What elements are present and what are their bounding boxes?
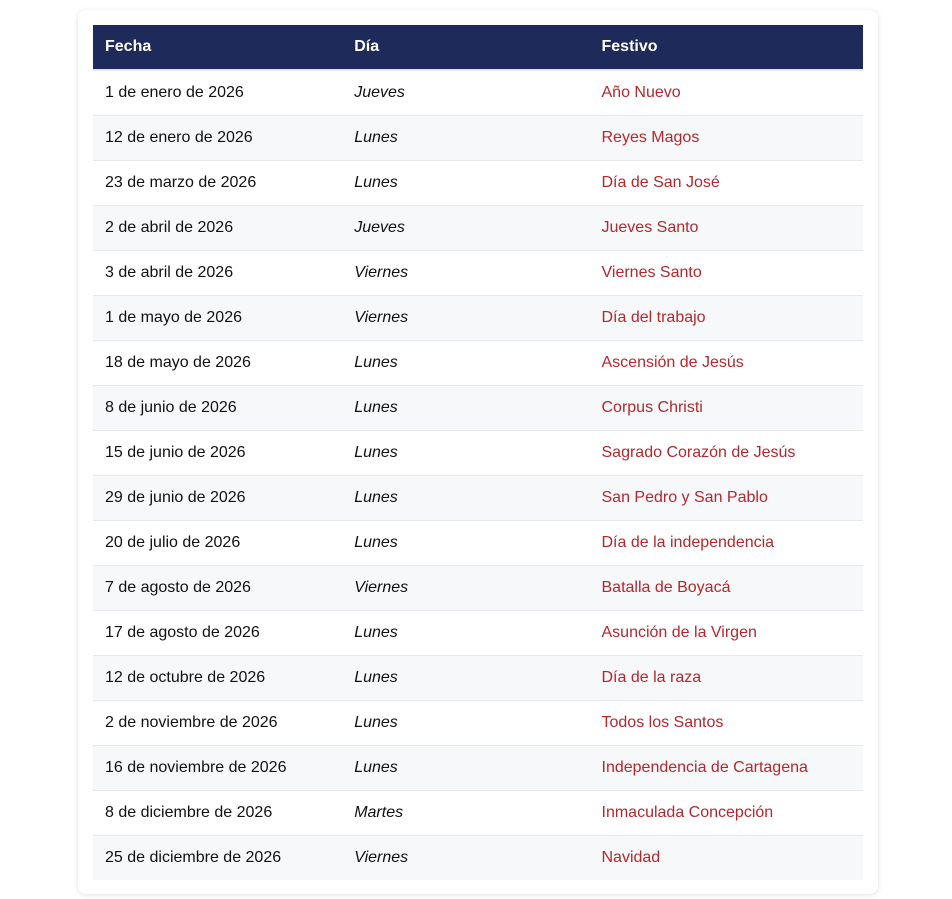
cell-dia: Viernes	[342, 836, 589, 881]
cell-fecha: 18 de mayo de 2026	[93, 341, 342, 386]
cell-festivo: Viernes Santo	[590, 251, 864, 296]
table-body	[93, 70, 863, 880]
cell-dia: Lunes	[342, 476, 589, 521]
table-row	[93, 611, 863, 656]
cell-dia: Jueves	[342, 206, 589, 251]
cell-fecha: 1 de enero de 2026	[93, 70, 342, 116]
cell-fecha: 25 de diciembre de 2026	[93, 836, 342, 881]
cell-fecha: 8 de junio de 2026	[93, 386, 342, 431]
cell-fecha: 1 de mayo de 2026	[93, 296, 342, 341]
table-row	[93, 701, 863, 746]
cell-festivo: San Pedro y San Pablo	[590, 476, 864, 521]
cell-festivo: Día de la independencia	[590, 521, 864, 566]
table-row	[93, 206, 863, 251]
table-row	[93, 431, 863, 476]
cell-dia: Lunes	[342, 161, 589, 206]
cell-festivo: Batalla de Boyacá	[590, 566, 864, 611]
cell-fecha: 17 de agosto de 2026	[93, 611, 342, 656]
cell-dia: Viernes	[342, 566, 589, 611]
cell-dia: Jueves	[342, 70, 589, 116]
cell-dia: Lunes	[342, 611, 589, 656]
cell-fecha: 16 de noviembre de 2026	[93, 746, 342, 791]
table-row	[93, 791, 863, 836]
table-row	[93, 746, 863, 791]
cell-fecha: 2 de noviembre de 2026	[93, 701, 342, 746]
cell-fecha: 20 de julio de 2026	[93, 521, 342, 566]
cell-festivo: Todos los Santos	[590, 701, 864, 746]
cell-festivo: Día de la raza	[590, 656, 864, 701]
cell-fecha: 3 de abril de 2026	[93, 251, 342, 296]
table-row	[93, 251, 863, 296]
column-header-dia: Día	[342, 25, 589, 70]
cell-dia: Lunes	[342, 656, 589, 701]
cell-festivo: Día del trabajo	[590, 296, 864, 341]
cell-fecha: 2 de abril de 2026	[93, 206, 342, 251]
cell-dia: Lunes	[342, 386, 589, 431]
table-row	[93, 566, 863, 611]
table-row	[93, 116, 863, 161]
cell-festivo: Sagrado Corazón de Jesús	[590, 431, 864, 476]
cell-fecha: 12 de octubre de 2026	[93, 656, 342, 701]
cell-dia: Lunes	[342, 521, 589, 566]
table-row	[93, 161, 863, 206]
cell-festivo: Ascensión de Jesús	[590, 341, 864, 386]
cell-festivo: Inmaculada Concepción	[590, 791, 864, 836]
table-row	[93, 836, 863, 881]
table-row	[93, 476, 863, 521]
cell-festivo: Asunción de la Virgen	[590, 611, 864, 656]
cell-dia: Viernes	[342, 296, 589, 341]
cell-festivo: Año Nuevo	[590, 70, 864, 116]
cell-fecha: 12 de enero de 2026	[93, 116, 342, 161]
cell-dia: Lunes	[342, 116, 589, 161]
holidays-card	[78, 10, 878, 894]
table-row	[93, 521, 863, 566]
table-header-row	[93, 25, 863, 70]
cell-dia: Lunes	[342, 431, 589, 476]
column-header-festivo: Festivo	[590, 25, 864, 70]
cell-festivo: Jueves Santo	[590, 206, 864, 251]
cell-festivo: Independencia de Cartagena	[590, 746, 864, 791]
cell-dia: Lunes	[342, 746, 589, 791]
cell-dia: Lunes	[342, 341, 589, 386]
cell-festivo: Navidad	[590, 836, 864, 881]
table-row	[93, 386, 863, 431]
cell-fecha: 23 de marzo de 2026	[93, 161, 342, 206]
table-row	[93, 70, 863, 116]
cell-dia: Lunes	[342, 701, 589, 746]
cell-festivo: Día de San José	[590, 161, 864, 206]
cell-fecha: 7 de agosto de 2026	[93, 566, 342, 611]
cell-dia: Martes	[342, 791, 589, 836]
column-header-fecha: Fecha	[93, 25, 342, 70]
cell-fecha: 15 de junio de 2026	[93, 431, 342, 476]
table-row	[93, 341, 863, 386]
table-header	[93, 25, 863, 70]
cell-fecha: 29 de junio de 2026	[93, 476, 342, 521]
table-row	[93, 296, 863, 341]
table-row	[93, 656, 863, 701]
cell-festivo: Corpus Christi	[590, 386, 864, 431]
holidays-table	[93, 25, 863, 880]
cell-festivo: Reyes Magos	[590, 116, 864, 161]
cell-dia: Viernes	[342, 251, 589, 296]
cell-fecha: 8 de diciembre de 2026	[93, 791, 342, 836]
